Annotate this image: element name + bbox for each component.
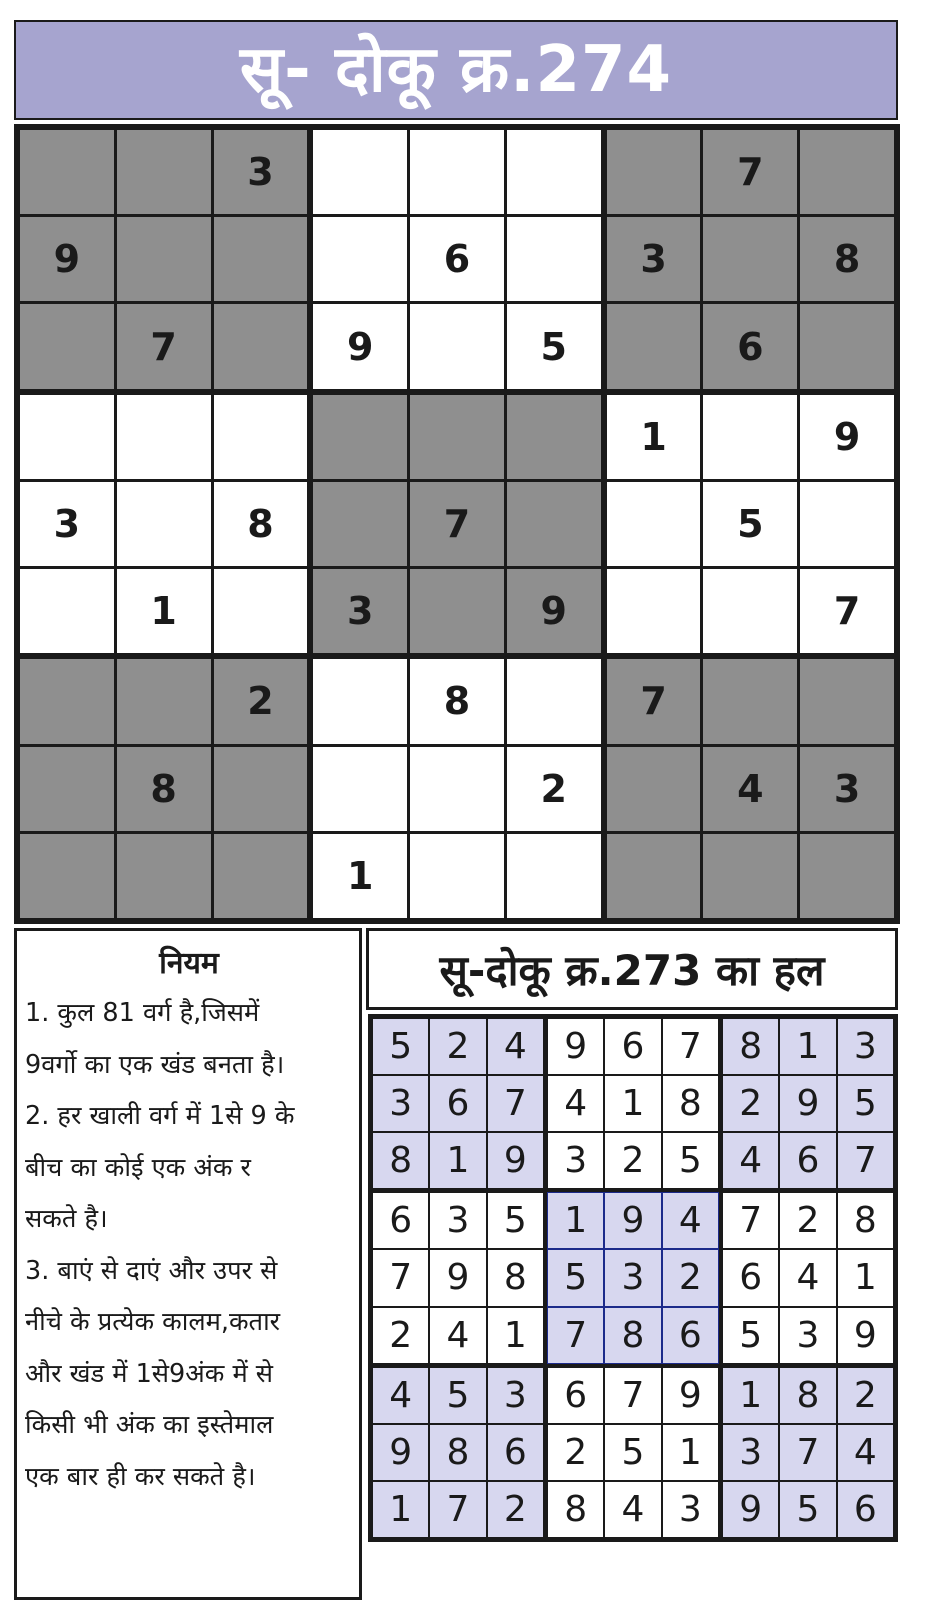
solution-cell: 9 [488, 1133, 543, 1188]
puzzle-cell[interactable] [507, 482, 601, 566]
solution-cell: 9 [838, 1308, 893, 1363]
puzzle-cell[interactable] [703, 395, 797, 479]
solution-title-box [366, 928, 898, 1010]
solution-cell: 4 [780, 1250, 835, 1305]
solution-cell: 1 [663, 1425, 718, 1480]
solution-cell: 4 [723, 1133, 778, 1188]
puzzle-cell[interactable] [117, 130, 211, 214]
puzzle-cell: 9 [313, 304, 407, 388]
solution-cell: 9 [605, 1193, 660, 1248]
solution-cell: 8 [838, 1193, 893, 1248]
solution-cell: 2 [780, 1193, 835, 1248]
solution-cell: 2 [430, 1019, 485, 1074]
puzzle-cell: 9 [507, 569, 601, 653]
puzzle-title: सू- दोकू क्र.274 [239, 33, 673, 107]
puzzle-cell: 3 [607, 217, 701, 301]
solution-cell: 5 [605, 1425, 660, 1480]
solution-cell: 6 [780, 1133, 835, 1188]
solution-cell: 4 [838, 1425, 893, 1480]
solution-cell: 1 [548, 1193, 603, 1248]
puzzle-cell[interactable] [214, 395, 308, 479]
solution-cell: 3 [723, 1425, 778, 1480]
puzzle-cell[interactable] [20, 747, 114, 831]
puzzle-cell[interactable] [800, 659, 894, 743]
rule-line: बीच का कोई एक अंक र [25, 1152, 251, 1183]
solution-cell: 3 [663, 1482, 718, 1537]
puzzle-cell[interactable] [20, 304, 114, 388]
puzzle-cell: 1 [117, 569, 211, 653]
solution-cell: 7 [780, 1425, 835, 1480]
solution-cell: 3 [430, 1193, 485, 1248]
puzzle-cell: 3 [214, 130, 308, 214]
puzzle-cell: 9 [20, 217, 114, 301]
solution-cell: 4 [548, 1076, 603, 1131]
solution-cell: 8 [663, 1076, 718, 1131]
rule-line: 1. कुल 81 वर्ग है,जिसमें [25, 998, 260, 1028]
puzzle-cell[interactable] [214, 834, 308, 918]
solution-cell: 9 [548, 1019, 603, 1074]
puzzle-cell[interactable] [20, 834, 114, 918]
puzzle-cell: 7 [703, 130, 797, 214]
solution-cell: 2 [488, 1482, 543, 1537]
solution-cell: 6 [605, 1019, 660, 1074]
puzzle-cell[interactable] [20, 569, 114, 653]
solution-cell: 9 [430, 1250, 485, 1305]
puzzle-cell[interactable] [214, 569, 308, 653]
puzzle-cell: 1 [607, 395, 701, 479]
solution-cell: 3 [605, 1250, 660, 1305]
solution-cell: 8 [605, 1308, 660, 1363]
solution-cell: 6 [430, 1076, 485, 1131]
puzzle-cell[interactable] [800, 834, 894, 918]
puzzle-cell[interactable] [313, 130, 407, 214]
solution-cell: 6 [723, 1250, 778, 1305]
puzzle-cell[interactable] [117, 217, 211, 301]
puzzle-cell: 8 [117, 747, 211, 831]
solution-cell: 5 [723, 1308, 778, 1363]
puzzle-cell: 7 [800, 569, 894, 653]
puzzle-cell[interactable] [214, 217, 308, 301]
rule-line: 9वर्गो का एक खंड बनता है। [25, 1049, 285, 1080]
puzzle-cell[interactable] [703, 569, 797, 653]
solution-cell: 5 [780, 1482, 835, 1537]
puzzle-cell: 7 [410, 482, 504, 566]
puzzle-cell[interactable] [507, 659, 601, 743]
puzzle-cell[interactable] [117, 834, 211, 918]
puzzle-cell: 2 [507, 747, 601, 831]
puzzle-cell: 8 [410, 659, 504, 743]
solution-cell: 5 [663, 1133, 718, 1188]
puzzle-cell: 5 [703, 482, 797, 566]
puzzle-cell: 2 [214, 659, 308, 743]
puzzle-cell[interactable] [410, 304, 504, 388]
solution-cell: 2 [605, 1133, 660, 1188]
puzzle-cell[interactable] [507, 834, 601, 918]
puzzle-cell[interactable] [410, 130, 504, 214]
puzzle-cell[interactable] [20, 395, 114, 479]
rule-line: सकते है। [25, 1204, 108, 1234]
solution-cell: 6 [838, 1482, 893, 1537]
puzzle-cell[interactable] [507, 130, 601, 214]
puzzle-cell[interactable] [410, 747, 504, 831]
puzzle-cell[interactable] [20, 659, 114, 743]
solution-cell: 8 [723, 1019, 778, 1074]
puzzle-cell[interactable] [313, 217, 407, 301]
solution-cell: 5 [488, 1193, 543, 1248]
solution-cell: 1 [373, 1482, 428, 1537]
solution-cell: 8 [780, 1368, 835, 1423]
puzzle-cell[interactable] [607, 482, 701, 566]
solution-cell: 7 [548, 1308, 603, 1363]
puzzle-cell: 3 [20, 482, 114, 566]
solution-cell: 2 [723, 1076, 778, 1131]
rule-line: किसी भी अंक का इस्तेमाल [25, 1410, 274, 1440]
solution-cell: 4 [488, 1019, 543, 1074]
solution-cell: 4 [430, 1308, 485, 1363]
rule-line: एक बार ही कर सकते है। [25, 1461, 256, 1492]
solution-title: सू-दोकू क्र.273 का हल [439, 945, 825, 995]
puzzle-cell[interactable] [117, 395, 211, 479]
puzzle-cell[interactable] [703, 217, 797, 301]
solution-cell: 4 [605, 1482, 660, 1537]
puzzle-cell: 1 [313, 834, 407, 918]
solution-cell: 7 [430, 1482, 485, 1537]
puzzle-cell: 3 [800, 747, 894, 831]
solution-cell: 5 [838, 1076, 893, 1131]
puzzle-cell[interactable] [20, 130, 114, 214]
puzzle-title-banner [14, 20, 898, 120]
puzzle-cell[interactable] [313, 659, 407, 743]
solution-cell: 3 [838, 1019, 893, 1074]
solution-cell: 7 [605, 1368, 660, 1423]
solution-cell: 5 [548, 1250, 603, 1305]
puzzle-cell: 3 [313, 569, 407, 653]
puzzle-cell: 8 [214, 482, 308, 566]
puzzle-cell[interactable] [607, 834, 701, 918]
puzzle-cell: 8 [800, 217, 894, 301]
puzzle-cell[interactable] [410, 569, 504, 653]
solution-cell: 8 [430, 1425, 485, 1480]
puzzle-cell[interactable] [703, 659, 797, 743]
puzzle-cell[interactable] [507, 217, 601, 301]
solution-cell: 1 [780, 1019, 835, 1074]
puzzle-cell[interactable] [800, 130, 894, 214]
puzzle-cell[interactable] [507, 395, 601, 479]
solution-cell: 1 [605, 1076, 660, 1131]
solution-cell: 2 [838, 1368, 893, 1423]
puzzle-cell[interactable] [607, 747, 701, 831]
puzzle-cell[interactable] [214, 304, 308, 388]
rule-line: और खंड में 1से9अंक में से [25, 1358, 274, 1389]
puzzle-cell[interactable] [313, 747, 407, 831]
puzzle-cell[interactable] [214, 747, 308, 831]
solution-cell: 2 [548, 1425, 603, 1480]
solution-cell: 4 [373, 1368, 428, 1423]
puzzle-cell[interactable] [313, 395, 407, 479]
puzzle-cell: 9 [800, 395, 894, 479]
puzzle-cell[interactable] [313, 482, 407, 566]
solution-cell: 6 [373, 1193, 428, 1248]
solution-cell: 7 [488, 1076, 543, 1131]
rules-heading: नियम [159, 946, 219, 981]
puzzle-cell: 7 [117, 304, 211, 388]
rule-line: 2. हर खाली वर्ग में 1से 9 के [25, 1101, 295, 1131]
solution-cell: 7 [838, 1133, 893, 1188]
puzzle-cell[interactable] [117, 482, 211, 566]
puzzle-cell: 4 [703, 747, 797, 831]
solution-cell: 1 [838, 1250, 893, 1305]
puzzle-cell: 6 [410, 217, 504, 301]
puzzle-cell: 5 [507, 304, 601, 388]
puzzle-cell[interactable] [117, 659, 211, 743]
solution-cell: 4 [663, 1193, 718, 1248]
puzzle-cell: 7 [607, 659, 701, 743]
sudoku-solution-grid [368, 1014, 898, 1542]
puzzle-cell[interactable] [607, 569, 701, 653]
solution-cell: 5 [373, 1019, 428, 1074]
solution-cell: 5 [430, 1368, 485, 1423]
puzzle-cell[interactable] [607, 130, 701, 214]
puzzle-cell[interactable] [410, 395, 504, 479]
solution-cell: 8 [548, 1482, 603, 1537]
solution-cell: 6 [548, 1368, 603, 1423]
solution-cell: 9 [780, 1076, 835, 1131]
puzzle-cell[interactable] [410, 834, 504, 918]
solution-cell: 9 [723, 1482, 778, 1537]
puzzle-cell[interactable] [703, 834, 797, 918]
solution-cell: 2 [663, 1250, 718, 1305]
solution-cell: 1 [430, 1133, 485, 1188]
solution-cell: 2 [373, 1308, 428, 1363]
solution-cell: 8 [488, 1250, 543, 1305]
puzzle-cell: 6 [703, 304, 797, 388]
solution-cell: 3 [548, 1133, 603, 1188]
rule-line: 3. बाएं से दाएं और उपर से [25, 1255, 278, 1286]
puzzle-cell[interactable] [800, 482, 894, 566]
solution-cell: 3 [373, 1076, 428, 1131]
solution-cell: 7 [663, 1019, 718, 1074]
solution-cell: 7 [373, 1250, 428, 1305]
solution-cell: 3 [488, 1368, 543, 1423]
solution-cell: 1 [488, 1308, 543, 1363]
solution-cell: 6 [488, 1425, 543, 1480]
solution-cell: 7 [723, 1193, 778, 1248]
sudoku-puzzle-grid [14, 124, 900, 924]
puzzle-cell[interactable] [800, 304, 894, 388]
rules-panel [14, 928, 362, 1600]
solution-cell: 9 [663, 1368, 718, 1423]
puzzle-cell[interactable] [607, 304, 701, 388]
solution-cell: 3 [780, 1308, 835, 1363]
solution-cell: 1 [723, 1368, 778, 1423]
rule-line: नीचे के प्रत्येक कालम,कतार [25, 1307, 281, 1337]
solution-cell: 6 [663, 1308, 718, 1363]
solution-cell: 8 [373, 1133, 428, 1188]
solution-cell: 9 [373, 1425, 428, 1480]
